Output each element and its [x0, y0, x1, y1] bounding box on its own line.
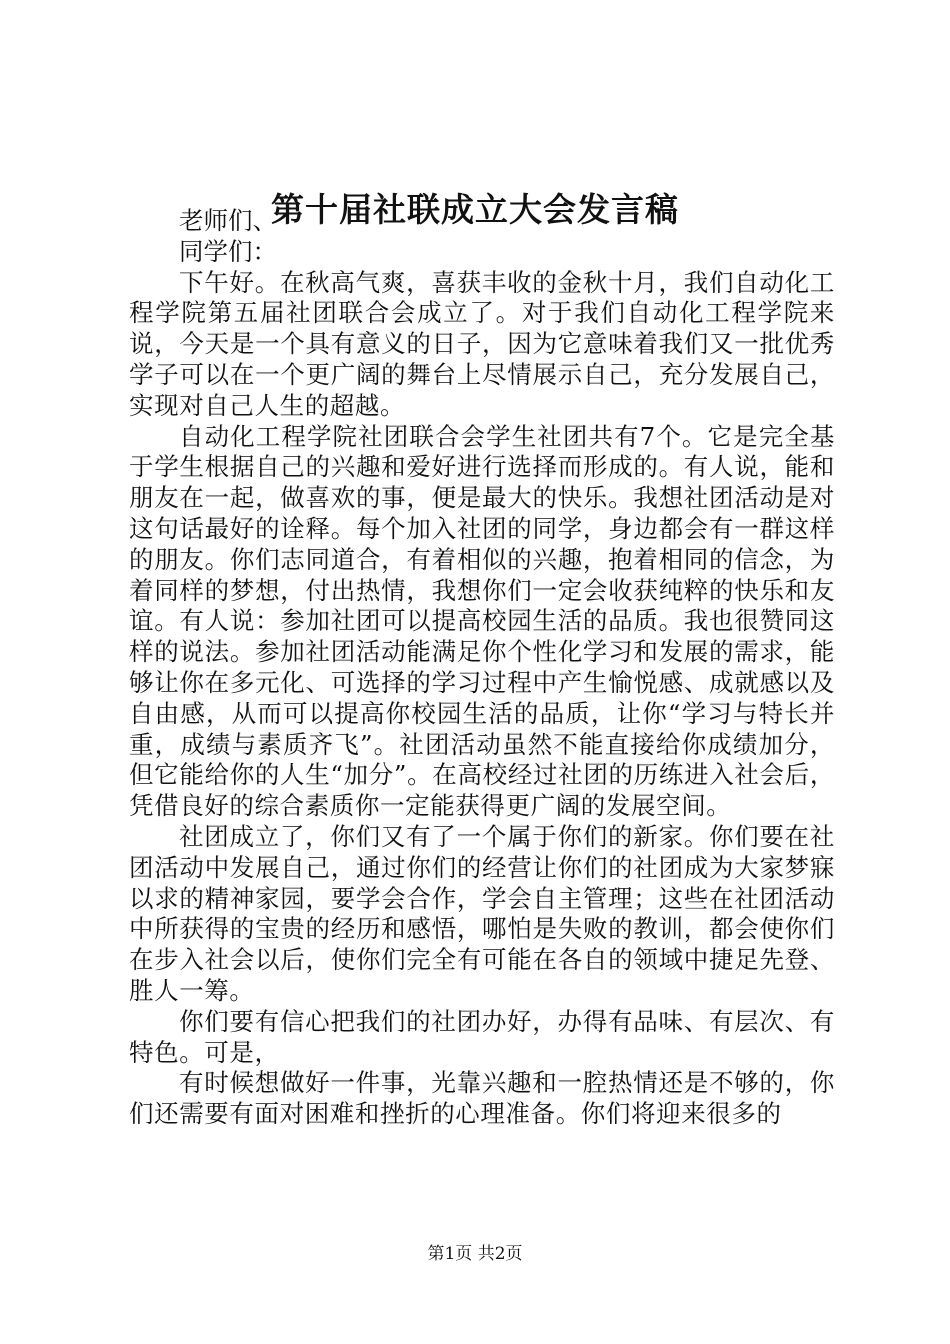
document-body	[129, 206, 835, 1130]
paragraph-new-home: 社团成立了，你们又有了一个属于你们的新家。你们要在社团活动中发展自己，通过你们的经营让你们的社团成为大家梦寐以求的精神家园，要学会合作，学会自主管理；这些在社团活动中所获得的宝贵的经历和感悟，哪怕是失败的教训，都会使你们在步入社会以后，使你们完全有可能在各自的领域中捷足先登、胜人一筹。	[129, 821, 835, 1005]
paragraph-greeting: 下午好。在秋高气爽，喜获丰收的金秋十月，我们自动化工程学院第五届社团联合会成立了。对于我们自动化工程学院来说，今天是一个具有意义的日子，因为它意味着我们又一批优秀学子可以在一个更广阔的舞台上尽情展示自己，充分发展自己，实现对自己人生的超越。	[129, 267, 835, 420]
paragraph-confidence: 你们要有信心把我们的社团办好，办得有品味、有层次、有特色。可是，	[129, 1006, 835, 1067]
salutation-students: 同学们：	[179, 236, 277, 266]
paragraph-difficulties: 有时候想做好一件事，光靠兴趣和一腔热情还是不够的，你们还需要有面对困难和挫折的心理准备。你们将迎来很多的	[129, 1068, 835, 1129]
document-title: 第十届社联成立大会发言稿	[271, 190, 679, 229]
salutation-teachers: 老师们、	[179, 206, 277, 235]
paragraph-club-overview: 自动化工程学院社团联合会学生社团共有7个。它是完全基于学生根据自己的兴趣和爱好进行选择而形成的。有人说，能和朋友在一起，做喜欢的事，便是最大的快乐。我想社团活动是对这句话最好的诠释。每个加入社团的同学，身边都会有一群这样的朋友。你们志同道合，有着相似的兴趣，抱着相同的信念，为着同样的梦想，付出热情，我想你们一定会收获纯粹的快乐和友谊。有人说：参加社团可以提高校园生活的品质。我也很赞同这样的说法。参加社团活动能满足你个性化学习和发展的需求，能够让你在多元化、可选择的学习过程中产生愉悦感、成就感以及自由感，从而可以提高你校园生活的品质，让你“学习与特长并重，成绩与素质齐飞”。社团活动虽然不能直接给你成绩加分，但它能给你的人生“加分”。在高校经过社团的历练进入社会后，凭借良好的综合素质你一定能获得更广阔的发展空间。	[129, 421, 835, 821]
page-footer: 第1页 共2页	[427, 1244, 523, 1264]
